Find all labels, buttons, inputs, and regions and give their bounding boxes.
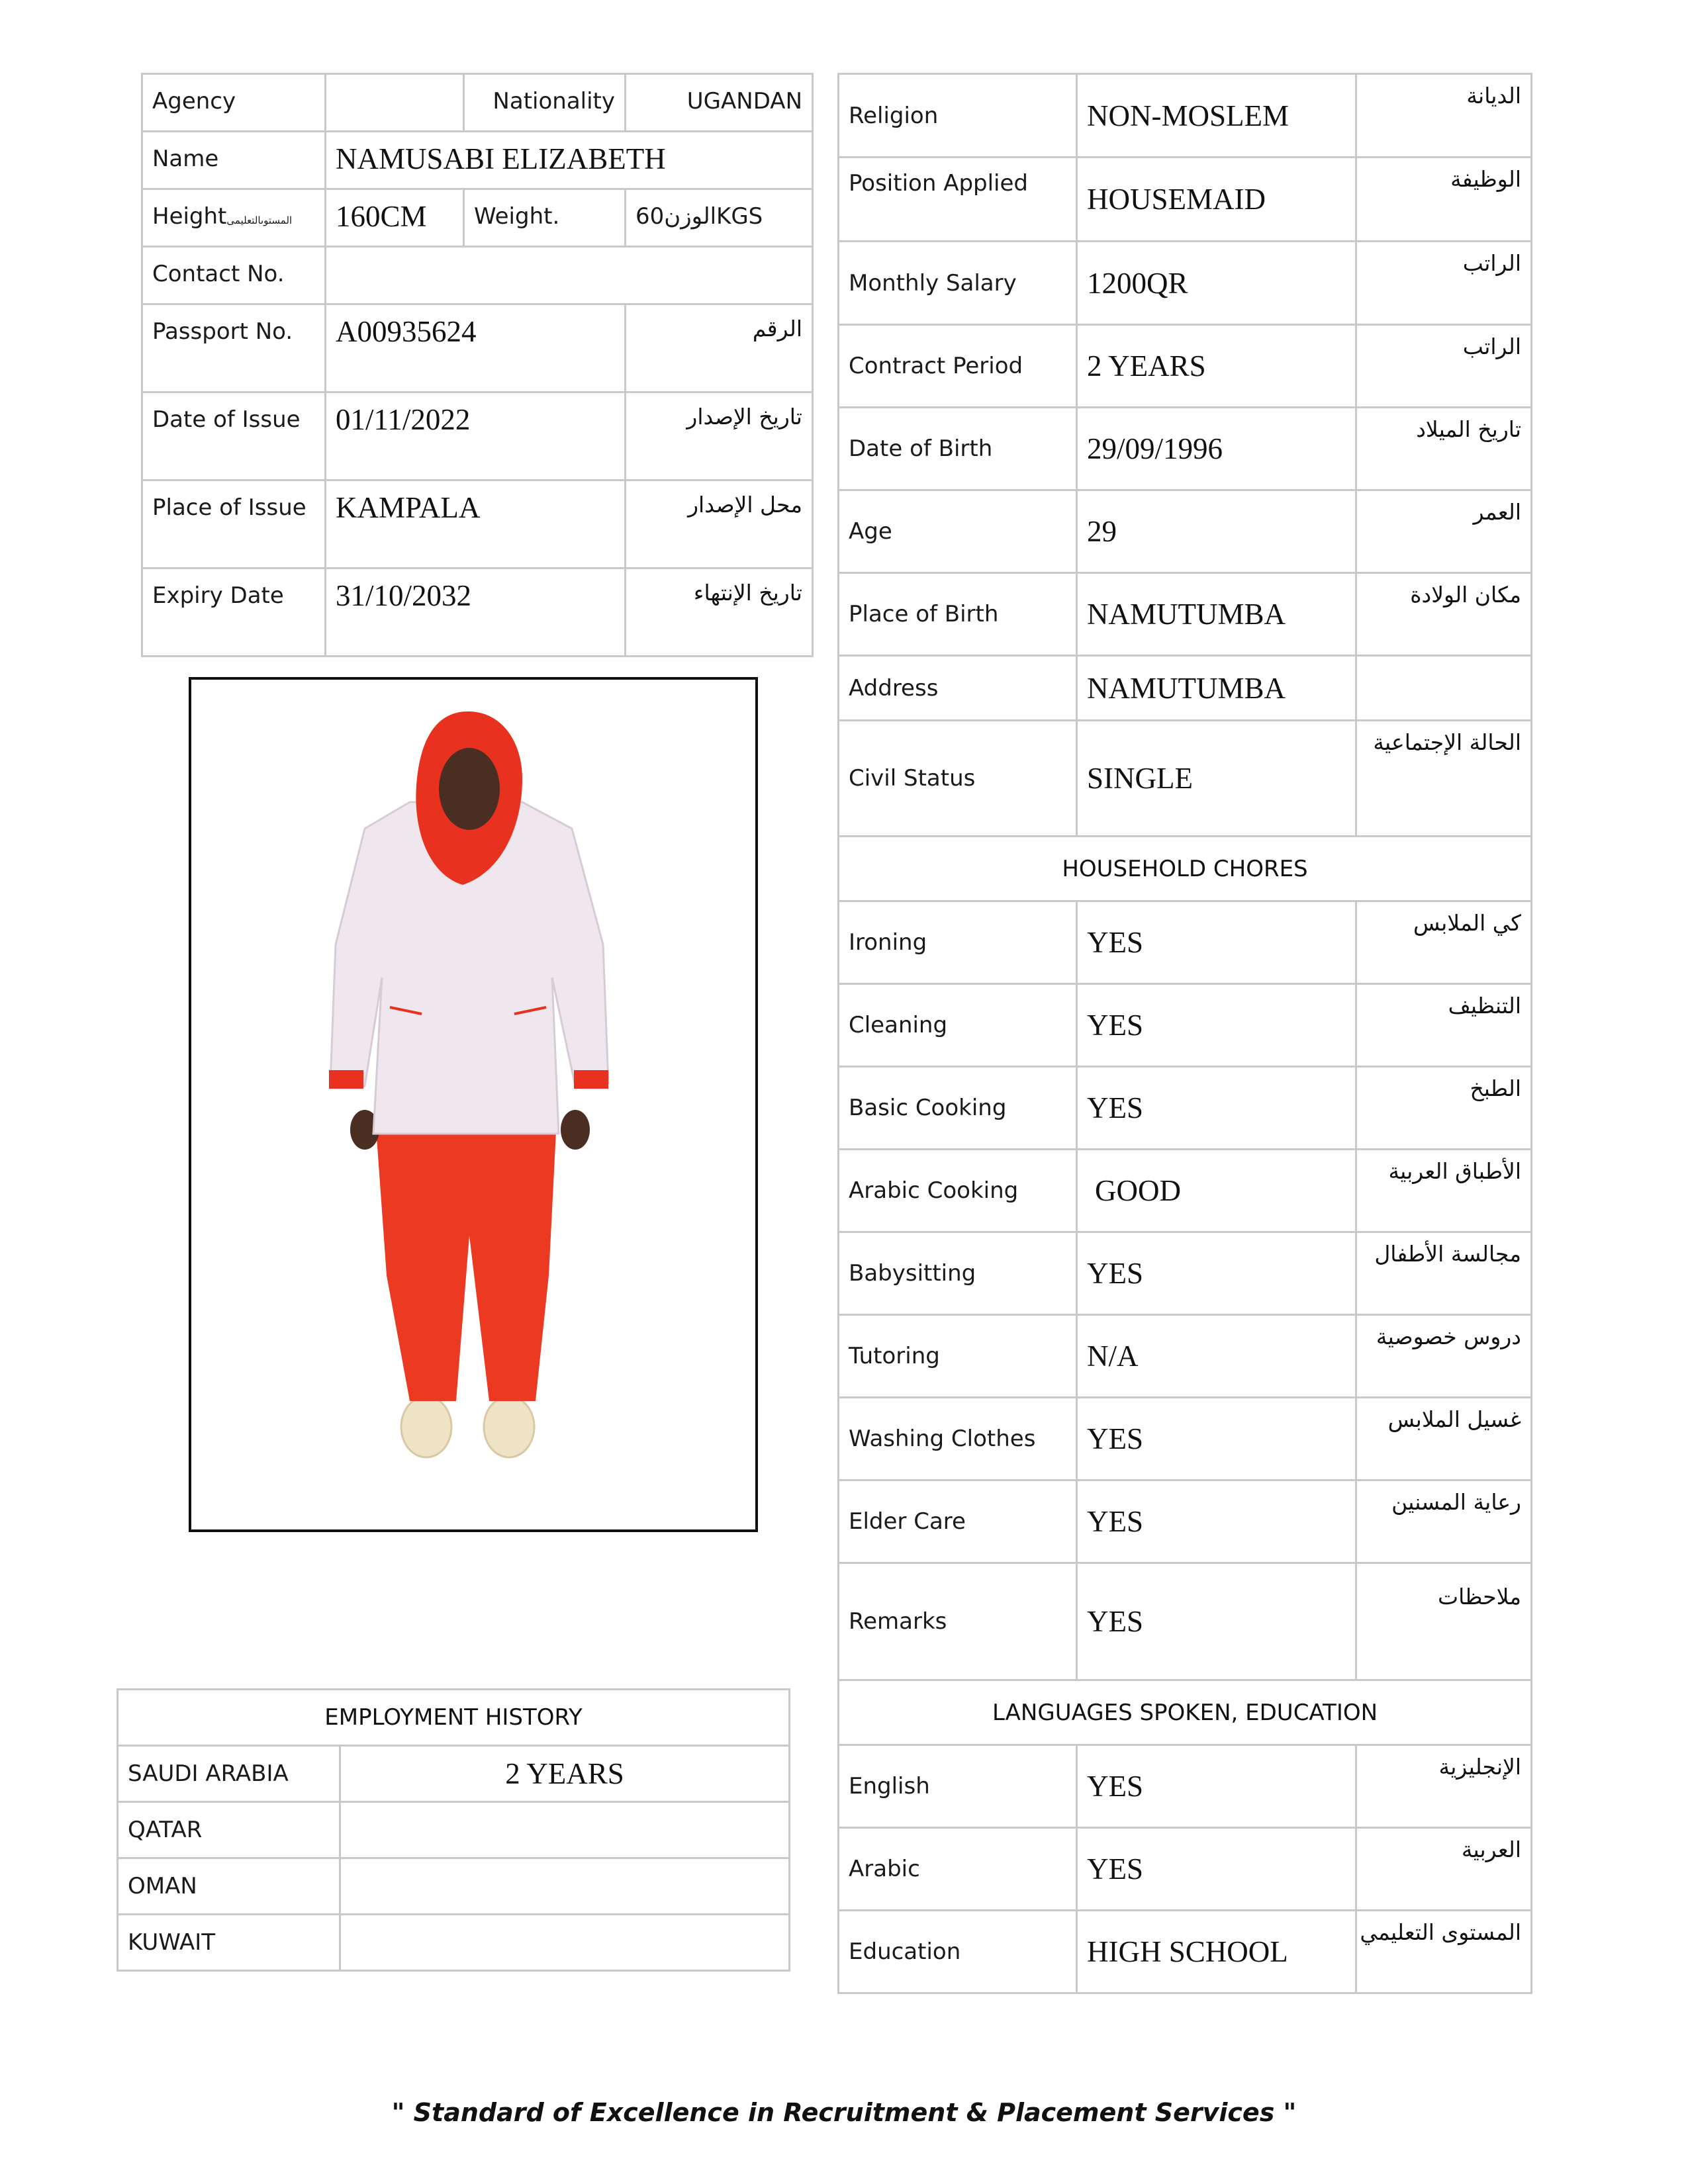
- detail-label-ar: الراتب: [1356, 242, 1532, 325]
- employment-duration: [340, 1802, 790, 1858]
- contact-value: [326, 247, 813, 304]
- chore-label: Tutoring: [839, 1315, 1077, 1398]
- footer-motto: " Standard of Excellence in Recruitment & Placement Services ": [391, 2098, 1297, 2127]
- employment-row: [118, 1858, 790, 1915]
- chore-row: [839, 1315, 1532, 1398]
- chore-label-ar: كي الملابس: [1356, 901, 1532, 984]
- weight-value: 60الوزنKGS: [626, 189, 813, 247]
- contract-row: [839, 325, 1532, 408]
- chores-section: [839, 837, 1532, 1680]
- chore-label-ar: التنظيف: [1356, 984, 1532, 1067]
- position-row: [839, 158, 1532, 242]
- agency-value: [326, 74, 464, 132]
- right-cuff: [574, 1070, 608, 1089]
- chore-row: [839, 1150, 1532, 1232]
- passport-label: Passport No.: [142, 304, 326, 392]
- language-label: Arabic: [839, 1828, 1077, 1911]
- issue-date-row: [142, 392, 813, 480]
- height-label-ar: المستوىالتعليمى: [226, 214, 293, 226]
- detail-value: HOUSEMAID: [1077, 158, 1356, 242]
- chore-label-ar: الطبخ: [1356, 1067, 1532, 1150]
- employment-history-table: [117, 1688, 790, 1972]
- applicant-photo-frame: [189, 677, 758, 1532]
- age-row: [839, 490, 1532, 573]
- passport-row: [142, 304, 813, 392]
- detail-label: Monthly Salary: [839, 242, 1077, 325]
- chore-label-ar: غسيل الملابس: [1356, 1398, 1532, 1480]
- chore-value: YES: [1077, 1232, 1356, 1315]
- chore-row: [839, 901, 1532, 984]
- detail-label: Position Applied: [839, 158, 1077, 242]
- issue-place-value: KAMPALA: [326, 480, 626, 569]
- chore-value: YES: [1077, 1563, 1356, 1680]
- agency-label: Agency: [142, 74, 326, 132]
- chore-label: Cleaning: [839, 984, 1077, 1067]
- detail-label: Date of Birth: [839, 408, 1077, 490]
- employment-country: QATAR: [118, 1802, 340, 1858]
- detail-value: 2 YEARS: [1077, 325, 1356, 408]
- language-label-ar: العربية: [1356, 1828, 1532, 1911]
- languages-section: [839, 1680, 1532, 1993]
- birthplace-row: [839, 573, 1532, 656]
- detail-label: Religion: [839, 74, 1077, 158]
- chore-value: YES: [1077, 1398, 1356, 1480]
- language-label: Education: [839, 1911, 1077, 1993]
- chore-label-ar: الأطباق العربية: [1356, 1150, 1532, 1232]
- chore-label: Basic Cooking: [839, 1067, 1077, 1150]
- languages-header: LANGUAGES SPOKEN, EDUCATION: [839, 1680, 1532, 1745]
- salary-row: [839, 242, 1532, 325]
- height-label: Height: [152, 203, 227, 230]
- chores-header: HOUSEHOLD CHORES: [839, 837, 1532, 901]
- chore-row: [839, 1563, 1532, 1680]
- expiry-label-ar: تاريخ الإنتهاء: [626, 569, 813, 657]
- issue-place-label-ar: محل الإصدار: [626, 480, 813, 569]
- expiry-value: 31/10/2032: [326, 569, 626, 657]
- detail-label-ar: تاريخ الميلاد: [1356, 408, 1532, 490]
- chore-label: Babysitting: [839, 1232, 1077, 1315]
- detail-value: NAMUTUMBA: [1077, 656, 1356, 721]
- chore-label: Ironing: [839, 901, 1077, 984]
- detail-label: Place of Birth: [839, 573, 1077, 656]
- civil-status-row: [839, 721, 1532, 837]
- chore-row: [839, 1232, 1532, 1315]
- left-shoe: [401, 1396, 451, 1457]
- left-cuff: [329, 1070, 363, 1089]
- trousers: [375, 1118, 557, 1401]
- nationality-label: Nationality: [464, 74, 626, 132]
- applicant-photo: [191, 680, 755, 1529]
- expiry-label: Expiry Date: [142, 569, 326, 657]
- height-value: 160CM: [326, 189, 464, 247]
- chore-value: N/A: [1077, 1315, 1356, 1398]
- chore-value: YES: [1077, 901, 1356, 984]
- issue-place-row: [142, 480, 813, 569]
- employment-row: [118, 1802, 790, 1858]
- detail-label-ar: الحالة الإجتماعية: [1356, 721, 1532, 837]
- detail-label: Address: [839, 656, 1077, 721]
- issue-place-label: Place of Issue: [142, 480, 326, 569]
- face: [439, 748, 500, 830]
- chore-label-ar: رعاية المسنين: [1356, 1480, 1532, 1563]
- detail-label-ar: [1356, 656, 1532, 721]
- detail-value: 29/09/1996: [1077, 408, 1356, 490]
- language-label-ar: الإنجليزية: [1356, 1745, 1532, 1828]
- language-row: [839, 1745, 1532, 1828]
- employment-row: [118, 1746, 790, 1802]
- detail-value: 29: [1077, 490, 1356, 573]
- height-row: [142, 189, 813, 247]
- detail-label-ar: الوظيفة: [1356, 158, 1532, 242]
- passport-value: A00935624: [326, 304, 626, 392]
- chore-row: [839, 1067, 1532, 1150]
- details-table: [837, 73, 1532, 1994]
- detail-label-ar: الراتب: [1356, 325, 1532, 408]
- detail-value: NAMUTUMBA: [1077, 573, 1356, 656]
- employment-header-row: [118, 1690, 790, 1746]
- contact-row: [142, 247, 813, 304]
- employment-country: OMAN: [118, 1858, 340, 1915]
- detail-label-ar: العمر: [1356, 490, 1532, 573]
- issue-date-label: Date of Issue: [142, 392, 326, 480]
- detail-label-ar: الديانة: [1356, 74, 1532, 158]
- employment-country: KUWAIT: [118, 1915, 340, 1971]
- chore-label: Elder Care: [839, 1480, 1077, 1563]
- nationality-value: UGANDAN: [626, 74, 813, 132]
- language-value: YES: [1077, 1745, 1356, 1828]
- right-shoe: [484, 1396, 534, 1457]
- language-value: YES: [1077, 1828, 1356, 1911]
- details-rows: [839, 74, 1532, 837]
- language-value: HIGH SCHOOL: [1077, 1911, 1356, 1993]
- employment-row: [118, 1915, 790, 1971]
- detail-value: SINGLE: [1077, 721, 1356, 837]
- weight-label: Weight.: [464, 189, 626, 247]
- language-label: English: [839, 1745, 1077, 1828]
- chore-value: GOOD: [1077, 1150, 1356, 1232]
- contact-label: Contact No.: [142, 247, 326, 304]
- name-row: [142, 132, 813, 189]
- chore-value: YES: [1077, 1480, 1356, 1563]
- religion-row: [839, 74, 1532, 158]
- chore-row: [839, 1398, 1532, 1480]
- employment-header: EMPLOYMENT HISTORY: [118, 1690, 790, 1746]
- detail-label: Contract Period: [839, 325, 1077, 408]
- birthdate-row: [839, 408, 1532, 490]
- employment-duration: 2 YEARS: [340, 1746, 790, 1802]
- chore-label-ar: مجالسة الأطفال: [1356, 1232, 1532, 1315]
- issue-date-label-ar: تاريخ الإصدار: [626, 392, 813, 480]
- detail-label-ar: مكان الولادة: [1356, 573, 1532, 656]
- personal-info-table: [141, 73, 814, 657]
- name-value: NAMUSABI ELIZABETH: [326, 132, 813, 189]
- language-row: [839, 1828, 1532, 1911]
- chore-label: Washing Clothes: [839, 1398, 1077, 1480]
- chore-row: [839, 1480, 1532, 1563]
- chore-label-ar: ملاحظات: [1356, 1563, 1532, 1680]
- chore-value: YES: [1077, 1067, 1356, 1150]
- chore-label: Arabic Cooking: [839, 1150, 1077, 1232]
- language-label-ar: المستوى التعليمي: [1356, 1911, 1532, 1993]
- education-row: [839, 1911, 1532, 1993]
- chore-label: Remarks: [839, 1563, 1077, 1680]
- right-hand: [561, 1110, 590, 1150]
- detail-value: 1200QR: [1077, 242, 1356, 325]
- name-label: Name: [142, 132, 326, 189]
- employment-country: SAUDI ARABIA: [118, 1746, 340, 1802]
- agency-row: [142, 74, 813, 132]
- employment-duration: [340, 1915, 790, 1971]
- expiry-row: [142, 569, 813, 657]
- chore-label-ar: دروس خصوصية: [1356, 1315, 1532, 1398]
- employment-duration: [340, 1858, 790, 1915]
- chores-header-row: [839, 837, 1532, 901]
- detail-value: NON-MOSLEM: [1077, 74, 1356, 158]
- detail-label: Age: [839, 490, 1077, 573]
- detail-label: Civil Status: [839, 721, 1077, 837]
- height-label-cell: [142, 189, 326, 247]
- issue-date-value: 01/11/2022: [326, 392, 626, 480]
- languages-header-row: [839, 1680, 1532, 1745]
- address-row: [839, 656, 1532, 721]
- chore-row: [839, 984, 1532, 1067]
- passport-label-ar: الرقم: [626, 304, 813, 392]
- chore-value: YES: [1077, 984, 1356, 1067]
